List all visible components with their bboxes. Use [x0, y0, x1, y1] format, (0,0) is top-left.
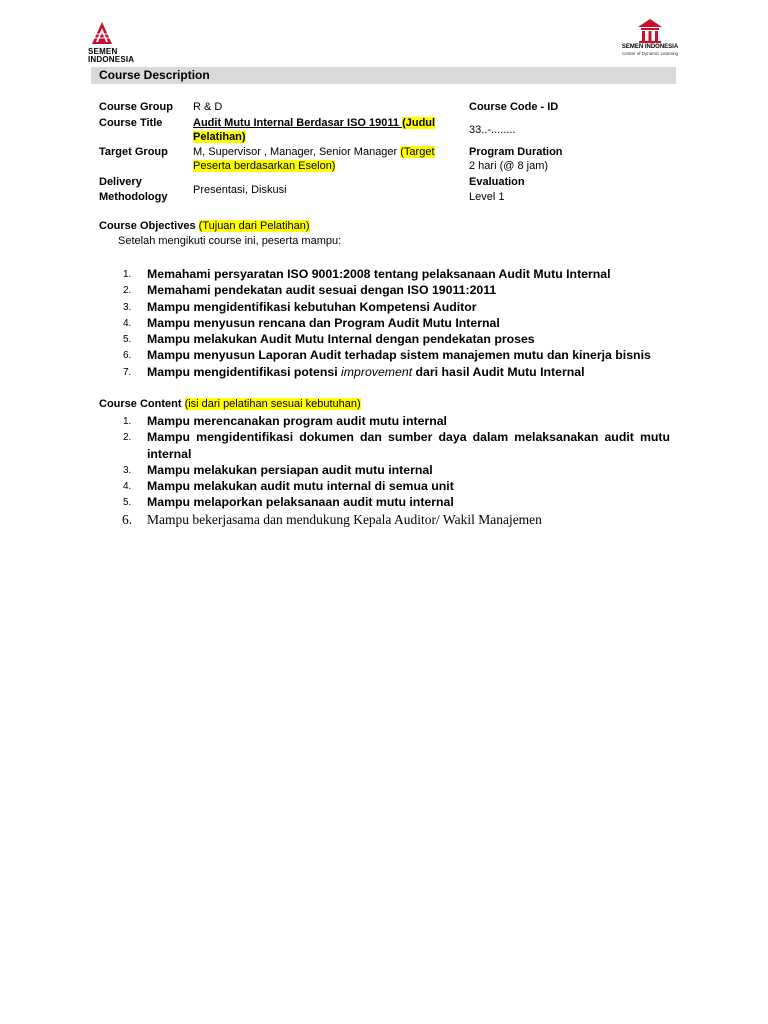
course-code-value: 33..-........ [469, 124, 516, 136]
objectives-note: (Tujuan dari Pelatihan) [198, 220, 310, 232]
target-group-note: (Target Peserta berdasarkan Eselon) [193, 146, 435, 172]
objectives-label: Course Objectives [99, 220, 199, 232]
objective-item: 5. Mampu melakukan Audit Mutu Internal dengan pendekatan proses [123, 332, 535, 347]
objective-item: 1. Memahami persyaratan ISO 9001:2008 tentang pelaksanaan Audit Mutu Internal [123, 267, 611, 281]
delivery-value: Presentasi, Diskusi [193, 184, 287, 196]
course-group-label: Course Group [99, 101, 173, 113]
content-item: 2. Mampu mengidentifikasi dokumen dan sumber daya dalam melaksanakan audit mutu internal [123, 430, 670, 461]
section-title-course-description: Course Description [91, 67, 676, 84]
objective-item: 7. Mampu mengidentifikasi potensi improvement dari hasil Audit Mutu Internal [123, 364, 585, 379]
logo-right-line1: SEMEN INDONESIA [621, 44, 679, 50]
delivery-label-line2: Methodology [99, 191, 168, 203]
target-group-text: M, Supervisor , Manager, Senior Manager [193, 146, 401, 158]
delivery-label-line1: Delivery [99, 176, 142, 188]
semen-indonesia-logo-right [614, 18, 686, 66]
program-duration-value: 2 hari (@ 8 jam) [469, 160, 549, 172]
evaluation-label: Evaluation [469, 176, 525, 188]
content-item: 6. Mampu bekerjasama dan mendukung Kepala Auditor/ Wakil Manajemen [122, 511, 542, 527]
program-duration-label: Program Duration [469, 146, 563, 158]
course-title-note: (Judul Pelatihan) [193, 117, 436, 143]
course-code-label: Course Code - ID [469, 101, 559, 113]
logo-left-line1: SEMEN [88, 47, 118, 56]
course-title-value [193, 116, 448, 144]
content-item: 1. Mampu merencanakan program audit mutu internal [123, 414, 447, 428]
building-logo-icon [636, 18, 664, 44]
objective-item: 4. Mampu menyusun rencana dan Program Audit Mutu Internal [123, 315, 500, 330]
content-item: 3. Mampu melakukan persiapan audit mutu internal [123, 462, 433, 477]
content-item: 4. Mampu melakukan audit mutu internal di semua unit [123, 479, 454, 494]
course-title-label: Course Title [99, 117, 163, 129]
evaluation-value: Level 1 [469, 191, 505, 203]
course-title-text: Audit Mutu Internal Berdasar ISO 19011 [193, 117, 403, 129]
logo-left-line2: INDONESIA [88, 55, 135, 64]
target-group-value [193, 145, 463, 173]
objectives-intro: Setelah mengikuti course ini, peserta mampu: [118, 235, 342, 247]
content-label: Course Content [99, 398, 185, 410]
content-list [118, 413, 670, 528]
objective-item: 3. Mampu mengidentifikasi kebutuhan Kompetensi Auditor [123, 299, 477, 314]
logo-right-line2: Center of Dynamic Learning [621, 51, 679, 56]
logo-emblem-icon [88, 20, 148, 48]
delivery-label [99, 175, 167, 204]
objectives-heading [99, 219, 310, 233]
content-heading [99, 397, 361, 411]
semen-indonesia-logo-left [88, 20, 148, 64]
content-item: 5. Mampu melaporkan pelaksanaan audit mutu internal [123, 495, 454, 510]
objective-item: 2. Memahami pendekatan audit sesuai dengan ISO 19011:2011 [123, 283, 497, 298]
objectives-list [118, 266, 670, 380]
course-group-value: R & D [193, 101, 223, 113]
objective-item: 6. Mampu menyusun Laporan Audit terhadap sistem manajemen mutu dan kinerja bisnis [123, 348, 651, 363]
target-group-label: Target Group [99, 146, 168, 158]
content-note: (isi dari pelatihan sesuai kebutuhan) [184, 398, 361, 410]
